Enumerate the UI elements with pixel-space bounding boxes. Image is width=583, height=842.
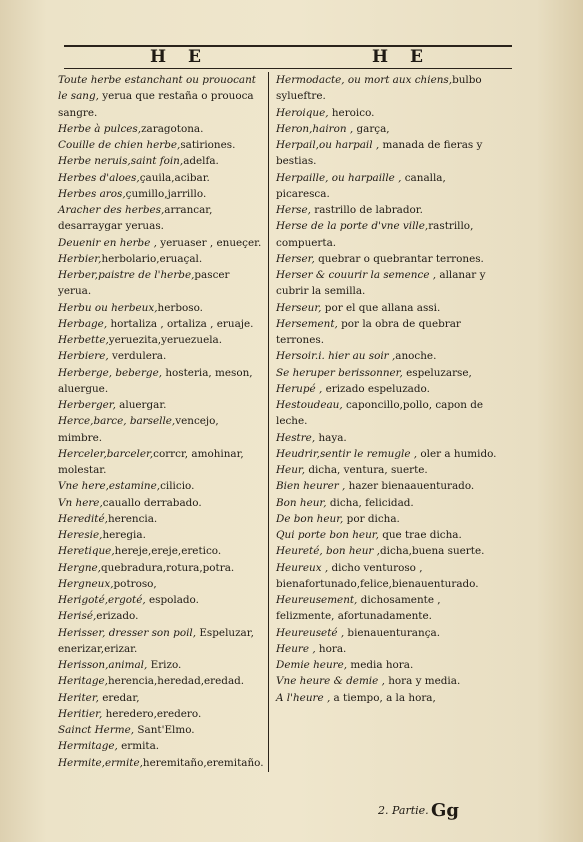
translation: çumillo,jarrillo. bbox=[125, 187, 207, 200]
headword: Herberge, beberge, bbox=[58, 366, 163, 379]
headword: Herse de la porte d'vne ville, bbox=[276, 220, 429, 233]
dictionary-entry bbox=[58, 267, 263, 300]
headword: Hermitage, bbox=[58, 740, 118, 753]
catchword: 2. Partie. bbox=[378, 804, 429, 817]
headword: Se heruper berissonner, bbox=[276, 366, 403, 379]
translation: por el que allana assi. bbox=[321, 301, 441, 314]
headword: Hermite,ermite, bbox=[58, 756, 143, 769]
dictionary-entry bbox=[276, 348, 498, 364]
headword: Qui porte bon heur, bbox=[276, 529, 379, 541]
translation: corrcr, amohinar, molestar. bbox=[58, 447, 244, 476]
headword: Herbe à pulces, bbox=[58, 122, 142, 135]
translation: que trae dicha. bbox=[378, 529, 462, 541]
dictionary-entry bbox=[276, 430, 498, 446]
headword: De bon heur, bbox=[276, 512, 344, 525]
dictionary-entry bbox=[58, 625, 263, 658]
dictionary-entry bbox=[276, 446, 498, 462]
headword: Heureté, bon heur , bbox=[276, 545, 380, 558]
dictionary-entry bbox=[276, 121, 498, 137]
dictionary-entry bbox=[58, 72, 263, 121]
headword: Bon heur, bbox=[276, 496, 327, 509]
dictionary-entry bbox=[58, 706, 263, 722]
dictionary-entry bbox=[276, 105, 498, 121]
headword: Herisé, bbox=[58, 610, 97, 623]
dictionary-entry bbox=[58, 348, 263, 364]
signature-mark: Gg bbox=[431, 800, 459, 821]
left-column bbox=[58, 72, 263, 771]
translation: media hora. bbox=[347, 659, 414, 671]
translation: bulbo sylueftre. bbox=[276, 74, 482, 103]
dictionary-entry bbox=[58, 543, 263, 559]
translation: canalla, picaresca. bbox=[276, 171, 446, 200]
translation: rastrillo de labrador. bbox=[310, 204, 423, 216]
dictionary-entry bbox=[58, 153, 263, 169]
translation: anoche. bbox=[395, 350, 437, 363]
translation: espeluzarse, bbox=[402, 366, 472, 379]
dictionary-entry bbox=[276, 690, 498, 706]
dictionary-entry bbox=[58, 738, 263, 754]
translation: eredar, bbox=[98, 691, 140, 704]
translation: hereje,ereje,eretico. bbox=[114, 545, 222, 558]
dictionary-entry bbox=[58, 511, 263, 527]
dictionary-entry bbox=[58, 755, 263, 771]
translation: potroso, bbox=[113, 577, 157, 590]
translation: heremitaño,eremitaño. bbox=[142, 756, 264, 769]
dictionary-entry bbox=[58, 673, 263, 689]
translation: bienauenturança. bbox=[344, 626, 441, 639]
translation: hora. bbox=[315, 642, 347, 655]
headword: Bien heurer , bbox=[276, 480, 346, 493]
translation: por dicha. bbox=[343, 512, 400, 525]
headword: Hermodacte, ou mort aux chiens, bbox=[276, 74, 453, 86]
translation: garça, bbox=[353, 122, 390, 135]
headword: Heureux , bbox=[276, 561, 329, 574]
translation: dichosamente , felizmente, afortunadamente. bbox=[276, 594, 441, 623]
translation: haya. bbox=[315, 431, 347, 444]
translation: hosteria, meson, aluergue. bbox=[58, 366, 253, 395]
translation: heroico. bbox=[328, 106, 375, 119]
headword: Heureuseté , bbox=[276, 626, 345, 639]
headword: Heron,hairon , bbox=[276, 122, 354, 135]
dictionary-entry bbox=[276, 137, 498, 170]
dictionary-entry bbox=[58, 397, 263, 413]
translation: dicha,buena suerte. bbox=[379, 545, 485, 558]
headword: Aracher des herbes, bbox=[58, 204, 165, 216]
headword: Heroique, bbox=[276, 106, 329, 119]
headword: A l'heure , bbox=[276, 691, 331, 704]
dictionary-entry bbox=[276, 478, 498, 494]
headword: Heritage, bbox=[58, 675, 108, 688]
translation: ermita. bbox=[117, 740, 160, 753]
headword: Toute herbe estanchant ou prouocant le sang, bbox=[58, 74, 256, 103]
dictionary-entry bbox=[58, 657, 263, 673]
headword: Vne heure & demie , bbox=[276, 675, 385, 688]
translation: Sant'Elmo. bbox=[134, 724, 195, 736]
headword: Herigoté,ergoté, bbox=[58, 594, 146, 606]
dictionary-entry bbox=[276, 218, 498, 251]
headword: Herce,barce, barselle, bbox=[58, 415, 176, 428]
translation: zaragotona. bbox=[141, 122, 204, 135]
dictionary-entry bbox=[58, 186, 263, 202]
headword: Herbes aros, bbox=[58, 187, 126, 200]
dictionary-entry bbox=[58, 560, 263, 576]
headword: Herser & couurir la semence , bbox=[276, 269, 437, 281]
translation: yeruaser , enueçer. bbox=[156, 236, 262, 249]
dictionary-entry bbox=[276, 625, 498, 641]
headword: Herbiere, bbox=[58, 350, 109, 363]
dictionary-entry bbox=[276, 511, 498, 527]
translation: caponcillo,pollo, capon de leche. bbox=[276, 399, 484, 428]
headword: Sainct Herme, bbox=[58, 724, 135, 736]
dictionary-entry bbox=[58, 251, 263, 267]
translation: quebradura,rotura,potra. bbox=[100, 561, 235, 574]
dictionary-entry bbox=[276, 560, 498, 593]
translation: herencia. bbox=[107, 512, 158, 525]
dictionary-entry bbox=[276, 381, 498, 397]
dictionary-entry bbox=[58, 495, 263, 511]
dictionary-entry bbox=[58, 332, 263, 348]
dictionary-entry bbox=[276, 495, 498, 511]
translation: heredero,eredero. bbox=[102, 707, 202, 720]
translation: espolado. bbox=[145, 594, 199, 606]
translation: heregia. bbox=[102, 529, 146, 541]
headword: Herseur, bbox=[276, 301, 322, 314]
headword: Hergne, bbox=[58, 561, 101, 574]
translation: Espeluzar, enerizar,erizar. bbox=[58, 626, 254, 655]
dictionary-entry bbox=[276, 641, 498, 657]
dictionary-entry bbox=[58, 527, 263, 543]
translation: herboso. bbox=[157, 301, 203, 314]
translation: manada de fieras y bestias. bbox=[276, 139, 483, 168]
dictionary-entry bbox=[276, 300, 498, 316]
headword: Herisser, dresser son poil, bbox=[58, 626, 197, 639]
headword: Hestoudeau, bbox=[276, 399, 343, 411]
headword: Heredité, bbox=[58, 512, 108, 525]
headword: Heritier, bbox=[58, 707, 103, 720]
translation: dicho venturoso , bienafortunado,felice,bienauenturado. bbox=[276, 561, 479, 590]
dictionary-entry bbox=[58, 316, 263, 332]
headword: Herbes d'aloes, bbox=[58, 171, 140, 184]
dictionary-entry bbox=[276, 657, 498, 673]
dictionary-entry bbox=[58, 202, 263, 235]
headword: Heresie, bbox=[58, 529, 103, 541]
translation: pascer yerua. bbox=[58, 269, 230, 298]
dictionary-entry bbox=[58, 576, 263, 592]
translation: herencia,heredad,eredad. bbox=[107, 675, 245, 688]
translation: yeruezita,yeruezuela. bbox=[108, 334, 223, 346]
translation: satiriones. bbox=[180, 139, 236, 151]
headword: Herpail,ou harpail , bbox=[276, 139, 380, 151]
dictionary-entry bbox=[276, 267, 498, 300]
headword: Herse, bbox=[276, 204, 311, 216]
dictionary-entry bbox=[58, 722, 263, 738]
translation: aluergar. bbox=[115, 399, 167, 411]
translation: rastrillo, compuerta. bbox=[276, 220, 474, 249]
headword: Hersoir.i. hier au soir , bbox=[276, 350, 396, 363]
headword: Heretique, bbox=[58, 545, 115, 558]
dictionary-entry bbox=[58, 446, 263, 479]
headword: Herupé , bbox=[276, 382, 323, 395]
dictionary-entry bbox=[58, 592, 263, 608]
translation: erizado espeluzado. bbox=[322, 382, 430, 395]
dictionary-entry bbox=[276, 316, 498, 349]
right-column bbox=[276, 72, 498, 706]
translation: por la obra de quebrar terrones. bbox=[276, 317, 461, 346]
translation: Erizo. bbox=[147, 659, 182, 671]
dictionary-entry bbox=[276, 170, 498, 203]
headword: Herbier, bbox=[58, 252, 102, 265]
dictionary-entry bbox=[276, 543, 498, 559]
dictionary-entry bbox=[276, 592, 498, 625]
dictionary-entry bbox=[58, 413, 263, 446]
translation: erizado. bbox=[96, 610, 139, 623]
dictionary-entry bbox=[276, 365, 498, 381]
headword: Herbe neruis,saint foin, bbox=[58, 155, 184, 168]
headword: Couille de chien herbe, bbox=[58, 139, 181, 151]
headword: Heure , bbox=[276, 642, 316, 655]
headword: Herceler,barceler, bbox=[58, 447, 154, 460]
translation: arrancar, desarraygar yeruas. bbox=[58, 204, 213, 233]
dictionary-entry bbox=[276, 462, 498, 478]
headword: Heur, bbox=[276, 464, 306, 476]
headword: Herisson,animal, bbox=[58, 659, 148, 671]
headword: Heudrir,sentir le remugle , bbox=[276, 447, 418, 460]
headword: Herpaille, ou harpaille , bbox=[276, 171, 402, 184]
headword: Deuenir en herbe , bbox=[58, 236, 157, 249]
dictionary-entry bbox=[58, 170, 263, 186]
translation: hortaliza , ortaliza , eruaje. bbox=[107, 317, 254, 330]
running-head-right: H E bbox=[372, 47, 431, 67]
translation: hora y media. bbox=[384, 675, 461, 688]
headword: Heureusement, bbox=[276, 594, 358, 606]
translation: quebrar o quebrantar terrones. bbox=[314, 252, 484, 265]
running-head-left: H E bbox=[150, 47, 209, 67]
headword: Demie heure, bbox=[276, 659, 348, 671]
headword: Hestre, bbox=[276, 431, 316, 444]
translation: dicha, felicidad. bbox=[326, 496, 414, 509]
translation: dicha, ventura, suerte. bbox=[305, 464, 428, 476]
headword: Hersement, bbox=[276, 317, 338, 330]
dictionary-entry bbox=[276, 527, 498, 543]
translation: çauila,acibar. bbox=[139, 171, 210, 184]
headword: Vn here, bbox=[58, 496, 103, 509]
translation: yerua que restaña o prouoca sangre. bbox=[58, 90, 254, 119]
dictionary-entry bbox=[58, 121, 263, 137]
translation: a tiempo, a la hora, bbox=[330, 691, 436, 704]
column-divider bbox=[268, 72, 269, 772]
headword: Herbette, bbox=[58, 334, 109, 346]
header-rule-bottom bbox=[64, 68, 512, 69]
translation: cauallo derrabado. bbox=[102, 496, 202, 509]
dictionary-entry bbox=[58, 478, 263, 494]
headword: Herser, bbox=[276, 252, 315, 265]
translation: oler a humido. bbox=[417, 447, 497, 460]
header-rule-top bbox=[64, 45, 512, 47]
headword: Hergneux, bbox=[58, 577, 114, 590]
headword: Herberger, bbox=[58, 399, 116, 411]
dictionary-entry bbox=[58, 608, 263, 624]
dictionary-entry bbox=[58, 300, 263, 316]
dictionary-entry bbox=[276, 251, 498, 267]
dictionary-entry bbox=[276, 202, 498, 218]
dictionary-entry bbox=[58, 137, 263, 153]
headword: Vne here,estamine, bbox=[58, 480, 161, 493]
translation: adelfa. bbox=[183, 155, 219, 168]
dictionary-entry bbox=[276, 673, 498, 689]
dictionary-entry bbox=[58, 235, 263, 251]
headword: Heriter, bbox=[58, 691, 99, 704]
headword: Herbu ou herbeux, bbox=[58, 301, 158, 314]
translation: allanar y cubrir la semilla. bbox=[276, 269, 486, 298]
translation: herbolario,eruaçal. bbox=[101, 252, 203, 265]
dictionary-entry bbox=[58, 365, 263, 398]
dictionary-entry bbox=[276, 397, 498, 430]
dictionary-entry bbox=[58, 690, 263, 706]
translation: cilicio. bbox=[160, 480, 195, 493]
headword: Herbage, bbox=[58, 317, 108, 330]
dictionary-entry bbox=[276, 72, 498, 105]
translation: verdulera. bbox=[108, 350, 167, 363]
translation: hazer bienaauenturado. bbox=[345, 480, 475, 493]
headword: Herber,paistre de l'herbe, bbox=[58, 269, 195, 281]
translation: vencejo, mimbre. bbox=[58, 415, 219, 444]
